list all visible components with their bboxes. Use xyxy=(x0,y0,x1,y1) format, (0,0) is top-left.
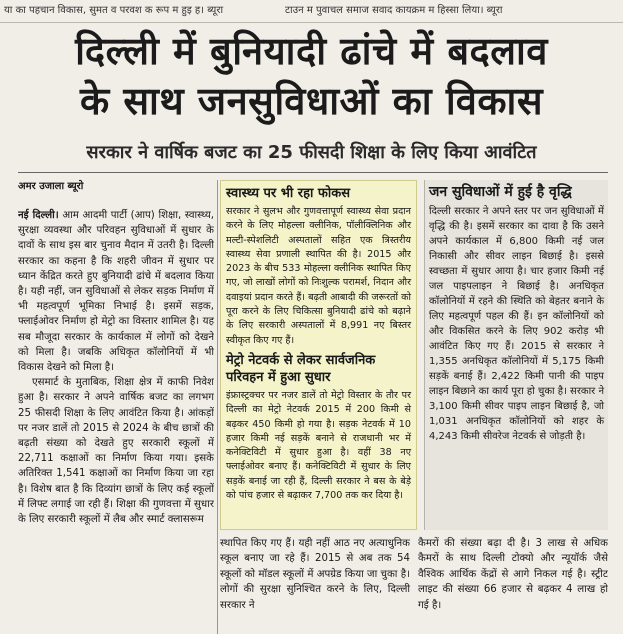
subhead-rule xyxy=(18,172,608,173)
health-box-paragraph-1: सरकार ने सुलभ और गुणवत्तापूर्ण स्वास्थ्य सेवा प्रदान करने के लिए मोहल्ला क्लीनिक, पॉलीक्लिनिक और मल्टी-स्पेशलिटी अस्पतालों सहित एक त्रिस्तरीय स्वास्थ्य सेवा प्रणाली स्थापित की है। 2015 और 2023 के बीच 533 मोहल्ला क्लीनिक स्थापित किए गए, जो लाखों लोगों को निःशुल्क परामर्श, निदान और दवाइयां प्रदान करते हैं। बढ़ती आबादी की जरूरतों को पूरा करने के लिए चिकित्सा बुनियादी ढांचे को बढ़ाने के लिए सरकारी अस्पतालों में 8,991 नए बिस्तर स्वीकृत किए गए हैं। xyxy=(226,206,411,346)
amenities-column xyxy=(424,180,608,530)
top-strip-right-text: टाउन म पुवाचल समाज सवाद कायक्रम म हिस्सा लिया। ब्यूरा xyxy=(285,5,503,16)
column-divider-1 xyxy=(217,180,218,634)
article-column-1 xyxy=(18,208,214,634)
bottom-right-text: कैमरों की संख्या बढ़ा दी है। 3 लाख से अधिक कैमरों के साथ दिल्ली टोक्यो और न्यूयॉर्क जैसे वैश्विक आर्थिक केंद्रों से आगे निकल गई है। स्ट्रीट लाइट की संख्या 66 हजार से बढ़कर 4 लाख हो गई है। xyxy=(418,538,608,611)
column1-paragraph-2: एसमार्ट के मुताबिक, शिक्षा क्षेत्र में काफी निवेश हुआ है। सरकार ने अपने वार्षिक बजट का लगभग 25 फीसदी शिक्षा के लिए आवंटित किया है। आंकड़ों पर नजर डालें तो 2015 से 2024 के बीच छात्रों की बढ़ती संख्या को देखते हुए सरकारी स्कूलों में 22,711 कक्षाओं का निर्माण किया गया। इसके अतिरिक्त 1,541 कक्षाओं का निर्माण किया जा रहा है। विशेष बात है कि दिव्यांग छात्रों के लिए कई स्कूलों में लिफ्ट लगाई जा रही हैं। शिक्षा की गुणवत्ता में सुधार के लिए सरकारी स्कूलों में लैब और स्मार्ट क्लासरूम xyxy=(18,377,214,526)
metro-heading: मेट्रो नेटवर्क से लेकर सार्वजनिक परिवहन में हुआ सुधार xyxy=(226,352,376,385)
headline xyxy=(10,26,613,126)
headline-line-2: के साथ जनसुविधाओं का विकास xyxy=(79,79,544,123)
health-box-heading: स्वास्थ्य पर भी रहा फोकस xyxy=(226,186,351,201)
bottom-continuation xyxy=(220,536,608,634)
column1-text-1: आम आदमी पार्टी (आप) शिक्षा, स्वास्थ्य, सुरक्षा व्यवस्था और परिवहन सुविधाओं में सुधार के दावों के साथ इस बार चुनाव मैदान में उतरी है। दिल्ली सरकार का कहना है कि शहरी जीवन में सुधार पर ध्यान केंद्रित करते हुए बुनियादी ढांचे में बदलाव किया है। यही नहीं, जन सुविधाओं से लेकर सड़क निर्माण में भी महत्वपूर्ण भूमिका निभाई है। इसमें सड़क, फ्लाईओवर निर्माण हो मेट्रो का विस्तार शामिल है। यह सब मौजूदा सरकार के कार्यकाल में लोगों को देखने को मिला है। जबकि अधिकृत कॉलोनियों में भी विकास देखने को मिला है। xyxy=(18,210,214,374)
subheadline: सरकार ने वार्षिक बजट का 25 फीसदी शिक्षा के लिए किया आवंटित xyxy=(86,142,537,163)
health-box-paragraph-2: इंफ्रास्ट्रक्चर पर नजर डालें तो मेट्रो विस्तार के तौर पर दिल्ली का मेट्रो नेटवर्क 2015 में 200 किमी से बढ़कर 450 किमी हो गया है। सड़क नेटवर्क में 10 हजार किमी नई सड़कें बनाने से राजधानी भर में कनेक्टिविटी में सुधार हुआ है। वहीं 38 नए फ्लाईओवर बनाए हैं। कनेक्टिविटी में सुधार के लिए सड़कें बनाई जा रही हैं, दिल्ली सरकार ने बस के बेड़े को पांच हजार से बढ़ाकर 7,700 तक कर दिया है। xyxy=(226,389,411,502)
amenities-heading: जन सुविधाओं में हुई है वृद्धि xyxy=(429,184,572,200)
headline-line-1: दिल्ली में बुनियादी ढांचे में बदलाव xyxy=(75,29,548,73)
byline: अमर उजाला ब्यूरो xyxy=(18,181,84,192)
top-strip-left-text: या का पहचान विकास, सुमत व परवश क रूप म हुइ ह। ब्यूरा xyxy=(4,5,224,16)
bottom-left-text: स्थापित किए गए हैं। यही नहीं आठ नए अत्याधुनिक स्कूल बनाए जा रहे हैं। 2015 से अब तक 54 स्कूलों को मॉडल स्कूलों में अपग्रेड किया जा चुका है। लोगों की सुरक्षा सुनिश्चित करने के लिए, दिल्ली सरकार ने xyxy=(220,538,410,611)
amenities-paragraph: दिल्ली सरकार ने अपने स्तर पर जन सुविधाओं में वृद्धि की है। इसमें सरकार का दावा है कि उसने अपने कार्यकाल में 6,800 किमी नई जल निकासी और सीवर लाइन बिछाई है। इससे स्वच्छता में सुधार आया है। चार हजार किमी नई जल पाइपलाइन ने बिछाई है। अनधिकृत कॉलोनियों में रहने की स्थिति को बेहतर बनाने के लिए महत्वपूर्ण पहल की हैं। इन कॉलोनियों को और विकसित करने के लिए 902 करोड़ भी आवंटित किए गए हैं। 2015 से सरकार ने 1,355 अनधिकृत कॉलोनियों में 5,175 किमी सड़कें बनाई हैं। 2,422 किमी पानी की पाइप लाइन बिछाने का कार्य पूरा हो चुका है। सरकार ने 3,100 किमी सीवर पाइप लाइन बिछाई है, जो 1,031 अनधिकृत कॉलोनियों को शहर के 4,243 किमी सीवरेज नेटवर्क से जोड़ती है। xyxy=(429,206,604,442)
health-box xyxy=(220,180,417,530)
column1-paragraph-1 xyxy=(18,208,214,375)
top-strip xyxy=(0,0,623,23)
dateline: नई दिल्ली। xyxy=(18,210,59,221)
